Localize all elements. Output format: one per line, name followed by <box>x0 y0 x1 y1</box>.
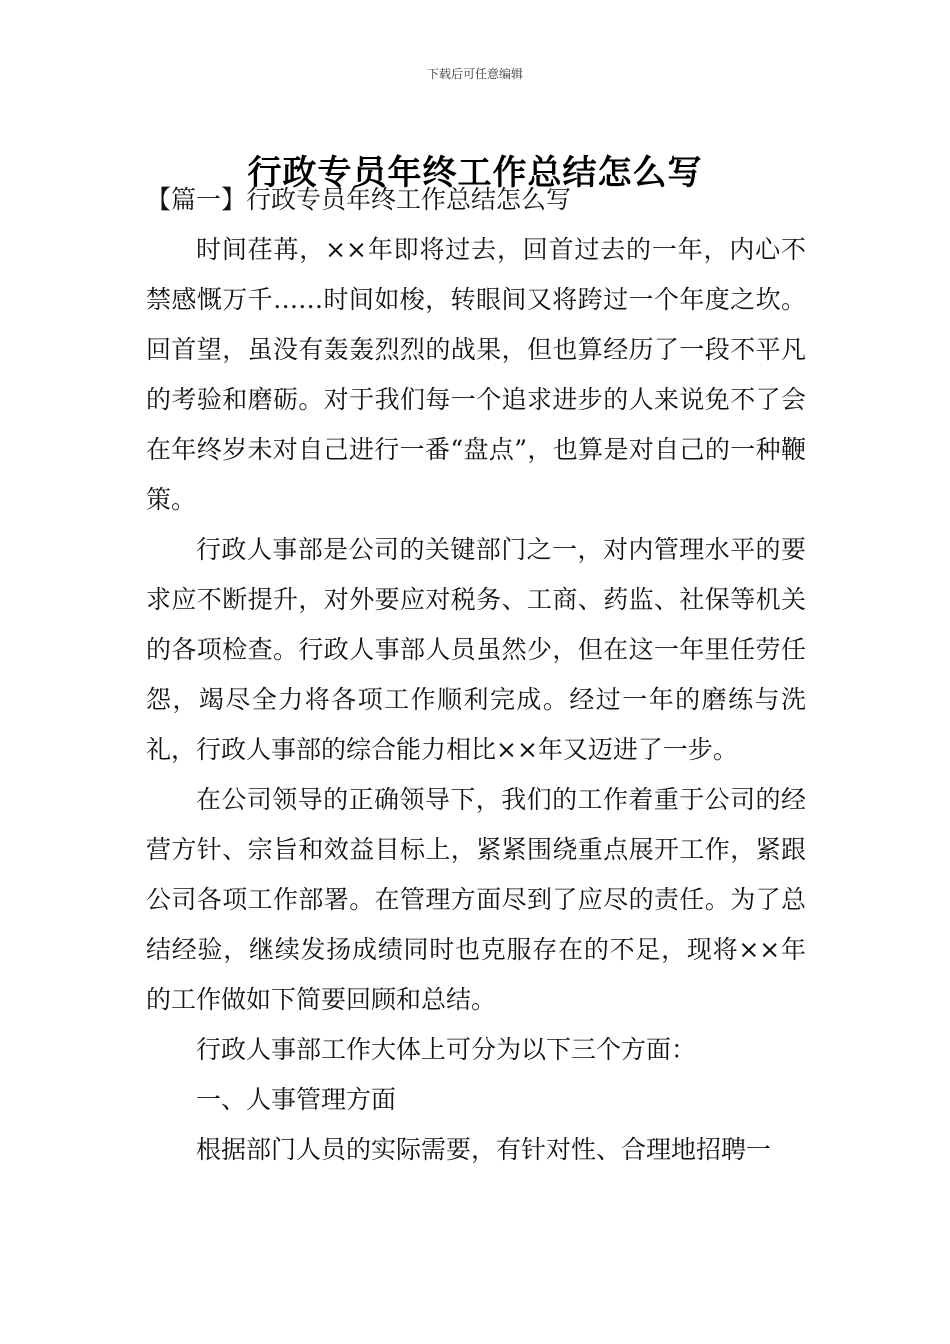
document-title: 行政专员年终工作总结怎么写 <box>247 152 703 193</box>
subsection-heading: 一、人事管理方面 <box>196 1085 397 1114</box>
paragraph-1: 时间荏苒，××年即将过去，回首过去的一年，内心不禁感慨万千……时间如梭，转眼间又将跨过一个年度之坎。回首望，虽没有轰轰烈烈的战果，但也算经历了一段不平凡的考验和磨砺。对于我们每一个追求进步的人来说免不了会在年终岁未对自己进行一番“盘点”，也算是对自己的一种鞭策。 <box>146 235 806 514</box>
paragraph-5: 根据部门人员的实际需要，有针对性、合理地招聘一 <box>196 1135 772 1164</box>
paragraph-3: 在公司领导的正确领导下，我们的工作着重于公司的经营方针、宗旨和效益目标上，紧紧围绕重点展开工作，紧跟公司各项工作部署。在管理方面尽到了应尽的责任。为了总结经验，继续发扬成绩同时也克服存在的不足，现将××年的工作做如下简要回顾和总结。 <box>146 785 806 1014</box>
document-body <box>146 175 806 1175</box>
paragraph-4: 行政人事部工作大体上可分为以下三个方面： <box>196 1035 697 1064</box>
paragraph-2: 行政人事部是公司的关键部门之一，对内管理水平的要求应不断提升，对外要应对税务、工商、药监、社保等机关的各项检查。行政人事部人员虽然少，但在这一年里任劳任怨，竭尽全力将各项工作顺利完成。经过一年的磨练与洗礼，行政人事部的综合能力相比××年又迈进了一步。 <box>146 535 806 764</box>
header-note: 下载后可任意编辑 <box>426 67 523 81</box>
section-heading: 【篇一】行政专员年终工作总结怎么写 <box>146 185 572 214</box>
